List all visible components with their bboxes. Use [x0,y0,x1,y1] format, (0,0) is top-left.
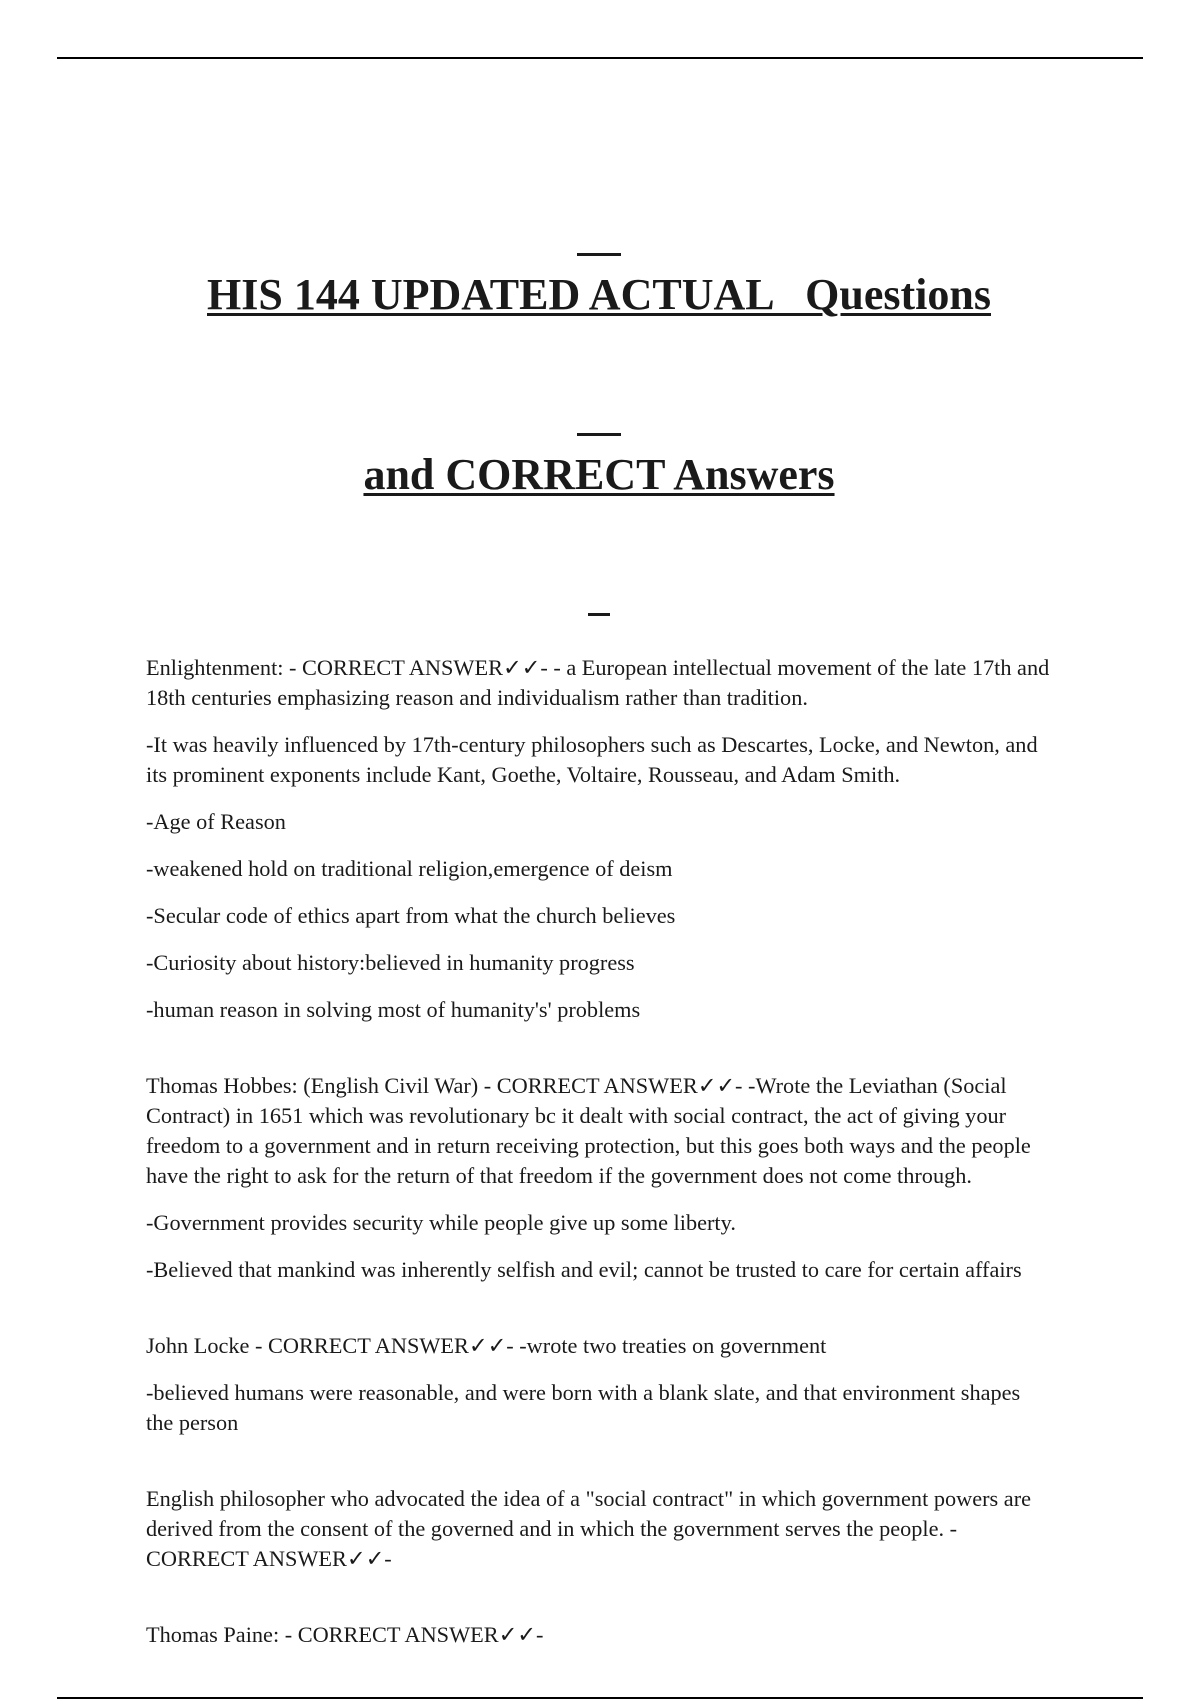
entry-paragraph: John Locke - CORRECT ANSWER✓✓- -wrote two treaties on government [146,1333,827,1358]
qa-entry-john-locke [146,1331,1052,1438]
qa-entry-thomas-hobbes [146,1071,1052,1285]
qa-entry-social-contract [146,1484,1052,1574]
bottom-rule [57,1697,1143,1699]
entry-paragraph: -It was heavily influenced by 17th-century philosophers such as Descartes, Locke, and Newton, and its prominent exponents include Kant, Goethe, Voltaire, Rousseau, and Adam Smith. [146,732,1038,787]
top-rule [57,57,1143,59]
entry-paragraph: -weakened hold on traditional religion,emergence of deism [146,856,673,881]
entry-paragraph: -Believed that mankind was inherently selfish and evil; cannot be trusted to care for certain affairs [146,1257,1022,1282]
entry-paragraph: -believed humans were reasonable, and were born with a blank slate, and that environment shapes the person [146,1380,1021,1435]
entry-paragraph: Enlightenment: - CORRECT ANSWER✓✓- - a European intellectual movement of the late 17th and 18th centuries emphasizing reason and individualism rather than tradition. [146,655,1050,710]
document-page [146,145,1052,1667]
qa-entry-enlightenment [146,653,1052,1025]
entry-paragraph: -human reason in solving most of humanity's' problems [146,997,641,1022]
title-line-1: HIS 144 UPDATED ACTUAL Questions [207,270,991,319]
entry-paragraph: -Secular code of ethics apart from what the church believes [146,903,676,928]
entry-paragraph: Thomas Hobbes: (English Civil War) - CORRECT ANSWER✓✓- -Wrote the Leviathan (Social Contract) in 1651 which was revolutionary bc it dealt with social contract, the act of giving your freedom to a government and in return receiving protection, but this goes both ways and the people have the right to ask for the return of that freedom if the government does not come through. [146,1073,1031,1188]
entry-paragraph: Thomas Paine: - CORRECT ANSWER✓✓- [146,1622,544,1647]
entry-paragraph: -Government provides security while people give up some liberty. [146,1210,736,1235]
qa-entry-thomas-paine [146,1620,1052,1650]
document-title [146,145,1052,625]
entry-paragraph: -Curiosity about history:believed in humanity progress [146,950,635,975]
entry-paragraph: English philosopher who advocated the idea of a "social contract" in which government powers are derived from the consent of the governed and in which the government serves the people. - CORRECT ANSWER✓✓- [146,1486,1032,1571]
entry-paragraph: -Age of Reason [146,809,286,834]
title-line-2: and CORRECT Answers [363,450,835,499]
